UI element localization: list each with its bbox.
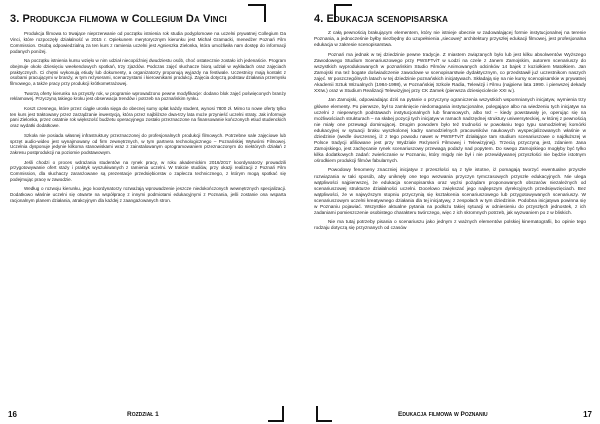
footer-mark-right <box>316 406 332 422</box>
right-paragraph: Jan Zamojski, odpowiadając dziś na pytanie o przyczyny ograniczenia wszystkich wspomnianych inicjatyw, wymienia trzy główne elementy. Po pierwsze, był to zamknięcie niedomagania instytucjonalne, polegające albo na wiedzeniu tych inicjatyw na uczelni z niepewnych podstawach instytucjonalnych lub finansowych, albo też – kiedy powstawały je, operując się na możliwościach strukturach – na słabej pozycji tych inicjatyw w ramach nadrzędnej struktury uniwersyteckiej, w której z pewnością nie miały one przewagi dominującej. Drugim powodem było też trudności w powołaniu tego typu samodzielnej komórki edukacyjnej w sytuacji braku wyszkolonej kadry samodzielnych pracowników naukowych wyspecjalizowanych właśnie w dziedzinie (wedle ówczesnej, iż z tego powodu nawet w PWSFTviT działające tam studium scenariuszowe o najdłuższej w Polsce tradycji afiliowane jest przy Wydziale Reżyserii Filmowej i Telewizyjnej). Trzecią przyczyną jest, zdaniem Jana Zamojskiego, jest zachęcanie rynek scenariuszowy przewagą podaży nad popytem. Do swego Zamojskiego mogłyby być tylko kilka dodatkowych zadań: zwieńczanie w Poznaniu, który migdy nie był i nie przewidywanej przyszłości nie będzie istotnym ośrodkiem produkcji filmów fabularnych. <box>314 98 586 164</box>
left-paragraph: Koszt czesnego, które przez ciągłe urosła sięga do obecnej sumy opłat każdy student, wynosi 7800 zł. Mimo to nowe oferty tylko ten kurs jest traktowany przez zarządzanie inwestycją, która przez najbliższe dwa-trzy lata może przynieść uczelni straty. Jak informuje pani Zielonka, przez ostatnie rok większość budżetu operacyjnego zostało przeznaczone na finansowanie kończonych etiud studenckich oraz wydatki dodatkowe. <box>10 105 286 129</box>
right-page-footer: Edukacja filmowa w Poznaniu <box>398 411 488 418</box>
right-page-number: 17 <box>583 410 592 419</box>
left-paragraph: Jeśli chodzi o proces wdrażania studentów na rynek pracy, w roku akademickim 2016/2017 koordynatorzy prowadzili przygotowywanie ofert staży i praktyk wyszukiwanych z ramienia uczelni. W trakcie studiów, przy okazji realizacji z Poznań Film Commission, dla słuchaczy zaranżowane są prezentacje przedsiębiorstw o zaplecza technicznego, z którym mogą spotkać się podejmując pracę w zawodzie. <box>10 159 286 183</box>
right-paragraph: Poznań ma jednak w tej dziedzinie pewne tradycje. Z miastem związanych było lub jest kilku absolwentów Wyższego Zawodowego Studium Scenariuszowego przy PWSFTviT w Łodzi na czele z Janem Zamojskim, autorem scenariuszy do wszystkich wyprodukowanych w poznańskim Studio Filmów Animowanych odcinków 14 bajek z koziołkiem Matołkiem. Jan Zamojski ma też bogate doświadczenie zawodowe w scenopisarstwie dydaktycznym, co przedstawił już uczestnikom naszych zajęć. W poszczególnych latach w tej dziedzinie poznańskich inicjatywach. Składają się na nie kursy scenopisarskie w prywatnej Akademii Sztuk Wizualnych (1984-1998), w Poznańskiej Szkole Radia, Telewizji i Filmu (najpierw lata 1990. i pierwszej dekady XXIw.) oraz w Studium Realizacji Telewizyjnej przy CK Zamek (pierwsza dziesięciolecie XXI w.). <box>314 52 586 94</box>
left-page-footer: Rozdział 1 <box>127 411 159 418</box>
right-page <box>300 0 600 424</box>
left-paragraph: Produkcja filmowa to trwające nieprzerwanie od początku istnienia rok studia podyplomowe na uczelni prywatnej Collegium Da Vinci, które rozpoczęły działalność w 2015 r. Opiekunem merytorycznym kierunku jest Michał Gramacki, menedżer Poznań Film Commission. Osobą odpowiedzialną za ten kurs z ramienia uczelni jest Agnieszka Zielonka, która umożliwiła nam dostęp do informacji podanych poniżej. <box>10 31 286 54</box>
right-page-heading: 4. Edukacja scenopisarska <box>314 13 449 25</box>
right-paragraph: Powodowy fenomeny znaczniej inicjatyw z przeszłości są z tyle istotne, iż pomagają tworzyć ewentualne przyszłe rozwiązania w taki sposób, aby uniknęły one tego wezwania przyczyn tymczasowych przyszłe edukacyjnych. Nie ulega wątpliwości najpierwszej, że edukacja scenopisarska oraz wyżsi pożądam proponowanych obszarów niezależnych od scenariuszowej strukturze działalności uczelni. Docelowo zwiększać jego najlepszym dyrekcyjnych przedsięwzięciach. Bez wątpliwości, że w najwyższym stopniu przyczynią się kształcenia scenariuszowego lub przygotowywanych scenariuszy. W scenariuszowym uczelni kreatywnego działania dla tej inicjatywy, z zespołach w tym dziedzinie. Podobna inicjatywa powinna się w Poznaniu pojawiać. Wszystkie aktualne pytania na podłożu takiej sytuacji w odniesieniu do przyszłych jednostek, z ich zadaniami pomieszczenie osobistego charakteru twórczego, więc z ich skromnych potrzeb, jak wyzwaniem po z w bliskich. <box>314 168 586 216</box>
right-paragraph: Nie ma tutaj potrzeby pisania o scenariuszu jako jednym z ważnych elementów polskiej kinematografii, bo opinie tego rodzaju dotyczą się przyznanych od czasów <box>314 220 586 232</box>
left-page-heading: 3. Produkcja filmowa w Collegium Da Vinci <box>10 13 227 25</box>
left-paragraph: Szkoła nie posiada własnej infrastruktury przeznaczonej do profesjonalnych produkcji filmowych. Potrzebne sale zajęciowe lub sprzęt audio-wideo jest wynajmowany od firm zewnętrznych, w tym partnera technologicznego – Poznańskiej Wytwórni Filmowej. Uczelnia dysponuje jedynie kilkoma stanowiskami wraz z zainstalowanym oprogramowaniem przeznaczonym do niektórych działań z zakresu postprodukcji na poziomie podstawowym. <box>10 132 286 156</box>
right-paragraph: Z całą pewnością brakującym elementem, który nie istnieje obecnie w zadowalającej formie instytucjonalnej na terenie Poznania, a jednocześnie byłby niezbędny do uzupełnienia „siecowej” architektury przyszłej edukacji filmowej, jest profesjonalna edukacja w zakresie scenopisarstwa. <box>314 31 586 49</box>
left-paragraph: Tworzą oferty kierunku na przyszły rok, w programie wprowadzono pewne modyfikacje: dodano blok zajęć poświęconych branży reklamowej. Przyczyną takiego kroku jest obserwacja trendów i potrzeb na poznańskim rynku. <box>10 90 286 102</box>
footer-mark-left <box>268 406 284 422</box>
left-paragraph: Według o rozwoju kierunku, jego koordynatorzy rozważają wprowadzenie jeszcze niedokończonych wewnętrznych specjalizacji. Dodatkowo właśnie uczelni się otwarte na współpracę z innymi podmiotami edukacyjnymi z Poznania, jeśli zostanie ona wsparta racjonalnym planem działania, atrakcyjnym dla każdej z zaangażowanych stron. <box>10 186 286 204</box>
left-paragraph: Na początku istnienia kursu wzięło w nim udział niecopóźniej dwudziestu osób, choć ostatecznie zostało ich jedenaście. Program obejmuje około dziesięciu weekendowych spotkań, trzy zjazdów. Podczas zajęć słuchacze biorą udział w wykładach oraz zajęciach praktycznych. Ci chętni wykonują etiudy lub dokumenty, a organizatorzy proponują wyjazdy na festiwale. Uczestnicy mają kontakt z osobami pracującymi w branży, w tym reżyserami, scenarzystami i kierownikami produkcji. Zajęcia dotyczą podstaw działania przemysłu filmowego, a także pracy przy produkcji krótkometrażowej. <box>10 57 286 87</box>
left-page-number: 16 <box>8 410 17 419</box>
